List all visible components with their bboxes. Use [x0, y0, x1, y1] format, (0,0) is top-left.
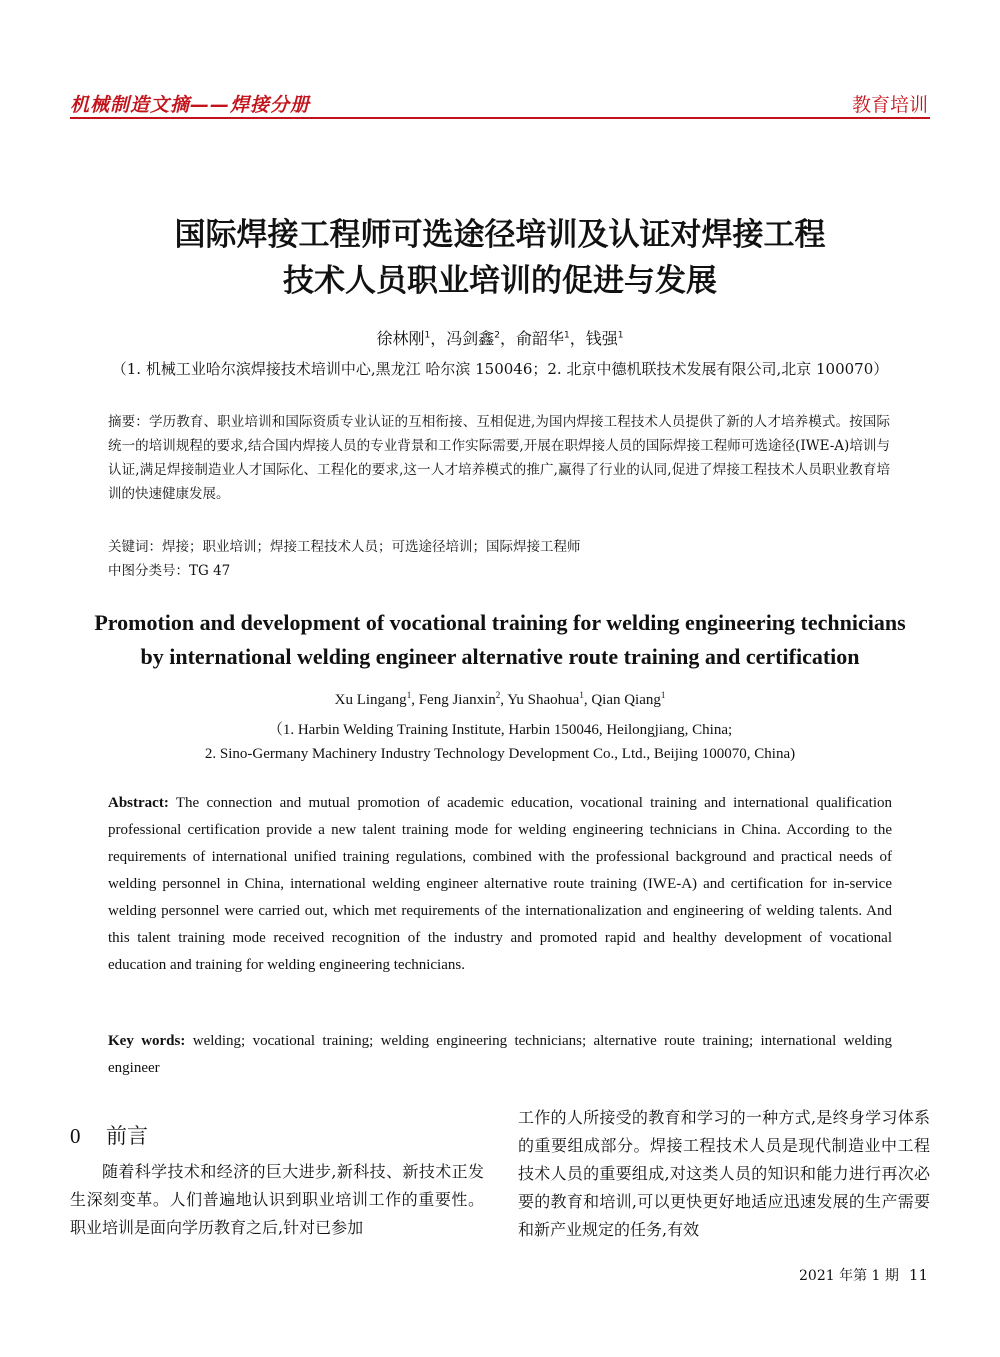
page-footer	[799, 1265, 928, 1285]
author-cn-name: 冯剑鑫	[446, 329, 495, 348]
title-en	[40, 606, 960, 674]
section-title: 前言	[106, 1124, 148, 1148]
clc-number	[108, 559, 890, 583]
author-en-name: Yu Shaohua	[507, 692, 580, 708]
keywords-cn	[108, 535, 890, 559]
keywords-en	[108, 1028, 892, 1082]
body-left-column	[70, 1158, 484, 1242]
affiliation-en-line2: 2. Sino-Germany Machinery Industry Technology Development Co., Ltd., Beijing 100070, China)	[204, 746, 796, 762]
header-rule	[70, 117, 930, 119]
body-paragraph: 随着科学技术和经济的巨大进步,新科技、新技术正发生深刻变革。人们普遍地认识到职业培训工作的重要性。职业培训是面向学历教育之后,针对已参加	[70, 1162, 484, 1237]
author-cn-sup: 1	[424, 330, 431, 341]
affiliation-en-line1: （1. Harbin Welding Training Institute, Harbin 150046, Heilongjiang, China;	[267, 722, 733, 738]
section-heading	[70, 1120, 148, 1150]
keywords-cn-text: 焊接；职业培训；焊接工程技术人员；可选途径培训；国际焊接工程师	[162, 539, 581, 555]
author-cn-sup: 1	[617, 330, 624, 341]
title-cn	[70, 212, 930, 304]
title-cn-line2: 技术人员职业培训的促进与发展	[283, 263, 717, 299]
abstract-en	[108, 790, 892, 979]
clc-text: TG 47	[189, 563, 231, 579]
author-en-sup: 1	[660, 690, 666, 700]
abstract-en-label: Abstract:	[108, 795, 169, 811]
author-cn-sup: 1	[564, 330, 570, 341]
author-en-name: Xu Lingang	[334, 692, 407, 708]
abstract-cn-label: 摘要：	[108, 414, 149, 430]
author-en-sup: 1	[579, 690, 584, 700]
authors-cn: 徐林刚$^1$，冯剑鑫$^2$，俞韶华$^1$，钱强$^1$	[376, 329, 624, 348]
journal-name: 机械制造文摘——焊接分册	[70, 94, 311, 116]
author-cn-name: 俞韶华	[516, 329, 565, 348]
column-name: 教育培训	[851, 94, 928, 116]
author-cn-sup: 2	[494, 330, 500, 341]
author-en-name: Feng Jianxin	[418, 692, 496, 708]
issue-label: 2021 年第 1 期	[799, 1268, 899, 1284]
title-en-line2: by international welding engineer alternative route training and certification	[140, 644, 860, 669]
author-en-sup: 1	[406, 690, 412, 700]
page-number: 11	[908, 1266, 928, 1284]
affiliation-cn: （1. 机械工业哈尔滨焊接技术培训中心,黑龙江 哈尔滨 150046；2. 北京中德机联技术发展有限公司,北京 100070）	[111, 360, 889, 378]
abstract-cn	[108, 410, 890, 506]
keywords-en-label: Key words:	[108, 1033, 186, 1049]
body-paragraph: 工作的人所接受的教育和学习的一种方式,是终身学习体系的重要组成部分。焊接工程技术人员是现代制造业中工程技术人员的重要组成,对这类人员的知识和能力进行再次必要的教育和培训,可以更快更好地适应迅速发展的生产需要和新产业规定的任务,有效	[518, 1108, 930, 1239]
section-number: 0	[70, 1124, 81, 1148]
title-cn-line1: 国际焊接工程师可选途径培训及认证对焊接工程	[174, 217, 826, 253]
keywords-en-text: welding; vocational training; welding engineering technicians; alternative route training; international welding engineer	[108, 1033, 892, 1076]
author-en-sup: 2	[495, 690, 501, 700]
abstract-en-text: The connection and mutual promotion of academic education, vocational training and international qualification professional certification provide a new talent training mode for welding engineering technicians in China. According to the requirements of international unified training regulations, combined with the professional background and practical needs of welding personnel in China, international welding engineer alternative route training (IWE-A) and certification for in-service welding personnel were carried out, which met requirements of the internationalization and engineering of welding talents. And this talent training mode received recognition of the industry and promoted rapid and healthy development of vocational education and training for welding engineering technicians.	[108, 795, 892, 973]
abstract-cn-text: 学历教育、职业培训和国际资质专业认证的互相衔接、互相促进,为国内焊接工程技术人员提供了新的人才培养模式。按国际统一的培训规程的要求,结合国内焊接人员的专业背景和工作实际需要,开展在职焊接人员的国际焊接工程师可选途径(IWE-A)培训与认证,满足焊接制造业人才国际化、工程化的要求,这一人才培养模式的推广,赢得了行业的认同,促进了焊接工程技术人员职业教育培训的快速健康发展。	[108, 414, 890, 502]
author-cn-name: 钱强	[585, 329, 618, 348]
body-right-column	[518, 1104, 930, 1244]
authors-en: Xu Lingang$^1$, Feng Jianxin$^2$, Yu Shaohua$^1$, Qian Qiang$^1$	[334, 690, 666, 708]
clc-label: 中图分类号：	[108, 563, 189, 579]
title-en-line1: Promotion and development of vocational training for welding engineering technicians	[94, 610, 906, 635]
keywords-cn-label: 关键词：	[108, 539, 162, 555]
author-en-name: Qian Qiang	[591, 692, 661, 708]
author-cn-name: 徐林刚	[376, 329, 425, 348]
